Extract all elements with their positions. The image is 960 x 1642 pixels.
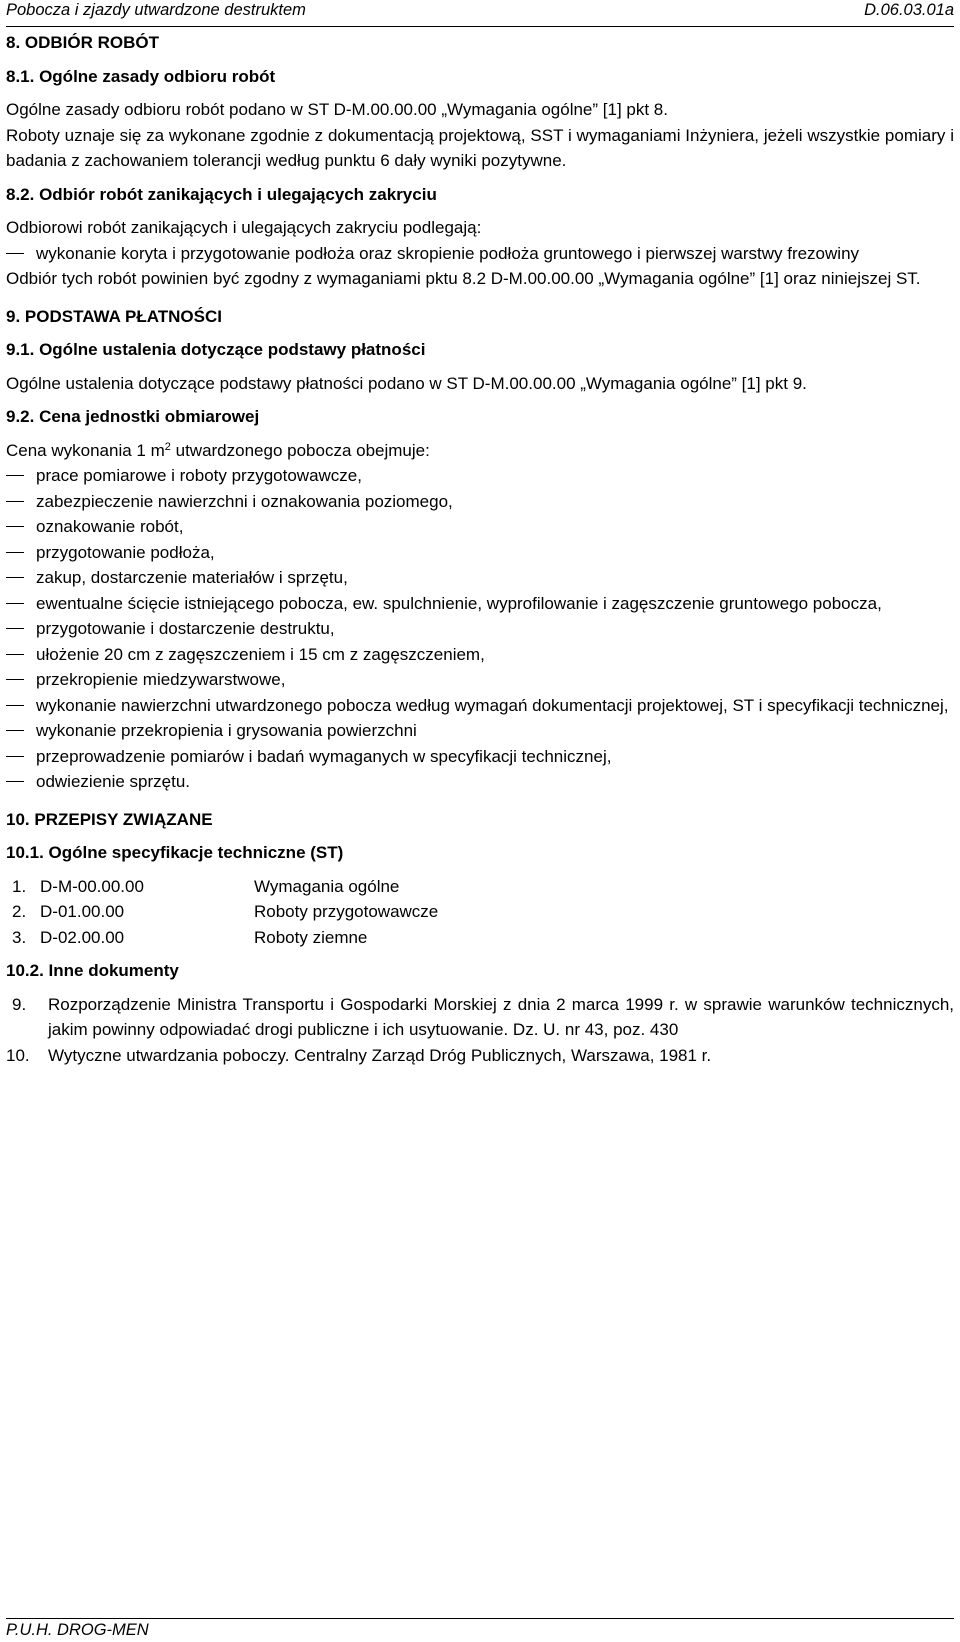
dash-bullet [6,577,24,578]
section-10-1-heading: 10.1. Ogólne specyfikacje techniczne (ST) [6,843,344,862]
list-item: ewentualne ścięcie istniejącego pobocza, ew. spulchnienie, wyprofilowanie i zagęszczenie gruntowego pobocza, [6,591,954,617]
dash-bullet [6,475,24,476]
dash-bullet [6,705,24,706]
document-body [6,30,954,1068]
section-9-2-list [6,463,954,795]
dash-bullet [6,679,24,680]
footer-company: P.U.H. DROG-MEN [6,1621,149,1639]
list-item: wykonanie koryta i przygotowanie podłoża oraz skropienie podłoża gruntowego i pierwszej warstwy frezowiny [6,241,954,267]
list-item: przygotowanie i dostarczenie destruktu, [6,616,954,642]
list-item: zabezpieczenie nawierzchni i oznakowania poziomego, [6,489,954,515]
dash-bullet [6,781,24,782]
section-9-2-intro: Cena wykonania 1 $m^2$ utwardzonego pobocza obejmuje: [6,440,430,460]
section-10-heading: 10. PRZEPISY ZWIĄZANE [6,809,213,829]
list-item: odwiezienie sprzętu. [6,769,954,795]
header-code: D.06.03.01a [864,1,954,19]
dash-bullet [6,603,24,604]
section-8-2-paragraph-2: Odbiór tych robót powinien być zgodny z wymaganiami pktu 8.2 D-M.00.00.00 „Wymagania ogólne” [1] oraz niniejszej ST. [6,269,921,288]
section-8-1-heading: 8.1. Ogólne zasady odbioru robót [6,66,276,86]
table-row: 2. D-01.00.00 Roboty przygotowawcze [12,902,439,921]
table-row: 1. D-M-00.00.00 Wymagania ogólne [12,876,400,896]
list-item: wykonanie przekropienia i grysowania powierzchni [6,718,954,744]
page-header [6,0,954,27]
dash-bullet [6,654,24,655]
header-title: Pobocza i zjazdy utwardzone destruktem [6,1,306,19]
dash-bullet [6,552,24,553]
list-item: zakup, dostarczenie materiałów i sprzętu, [6,565,954,591]
dash-bullet [6,756,24,757]
docs-list [6,992,954,1069]
specs-table [12,874,438,951]
section-8-2-heading: 8.2. Odbiór robót zanikających i ulegających zakryciu [6,184,437,204]
section-8-2-list [6,241,954,267]
section-8-heading: 8. ODBIÓR ROBÓT [6,33,160,52]
section-8-1-paragraph-2: Roboty uznaje się za wykonane zgodnie z dokumentacją projektową, SST i wymaganiami Inżyniera, jeżeli wszystkie pomiary i badania z zachowaniem tolerancji według punktu 6 dały wyniki pozytywne. [6,125,954,170]
dash-bullet [6,501,24,502]
dash-bullet [6,628,24,629]
dash-bullet [6,253,24,254]
list-item: przekropienie miedzywarstwowe, [6,667,954,693]
list-item: przygotowanie podłoża, [6,540,954,566]
dash-bullet [6,526,24,527]
section-8-2-paragraph-1: Odbiorowi robót zanikających i ulegających zakryciu podlegają: [6,218,482,237]
dash-bullet [6,730,24,731]
list-item: prace pomiarowe i roboty przygotowawcze, [6,463,954,489]
list-item: wykonanie nawierzchni utwardzonego pobocza według wymagań dokumentacji projektowej, ST i specyfikacji technicznej, [6,693,954,719]
section-9-2-heading: 9.2. Cena jednostki obmiarowej [6,407,260,426]
section-9-1-heading: 9.1. Ogólne ustalenia dotyczące podstawy płatności [6,340,426,359]
list-item: 10. Wytyczne utwardzania poboczy. Centralny Zarząd Dróg Publicznych, Warszawa, 1981 r. [6,1045,712,1065]
section-9-heading: 9. PODSTAWA PŁATNOŚCI [6,306,222,326]
page-footer [6,1618,954,1640]
section-8-1-paragraph-1: Ogólne zasady odbioru robót podano w ST D-M.00.00.00 „Wymagania ogólne” [1] pkt 8. [6,100,668,119]
section-10-2-heading: 10.2. Inne dokumenty [6,961,179,980]
list-item: 9. Rozporządzenie Ministra Transportu i Gospodarki Morskiej z dnia 2 marca 1999 r. w sprawie warunków technicznych, jakim powinny odpowiadać drogi publiczne i ich usytuowanie. Dz. U. nr 43, poz. 430 [12,994,954,1039]
list-item: ułożenie 20 cm z zagęszczeniem i 15 cm z zagęszczeniem, [6,642,954,668]
table-row: 3. D-02.00.00 Roboty ziemne [12,927,368,947]
list-item: oznakowanie robót, [6,514,954,540]
list-item: przeprowadzenie pomiarów i badań wymaganych w specyfikacji technicznej, [6,744,954,770]
section-9-1-paragraph: Ogólne ustalenia dotyczące podstawy płatności podano w ST D-M.00.00.00 „Wymagania ogólne” [1] pkt 9. [6,373,807,393]
